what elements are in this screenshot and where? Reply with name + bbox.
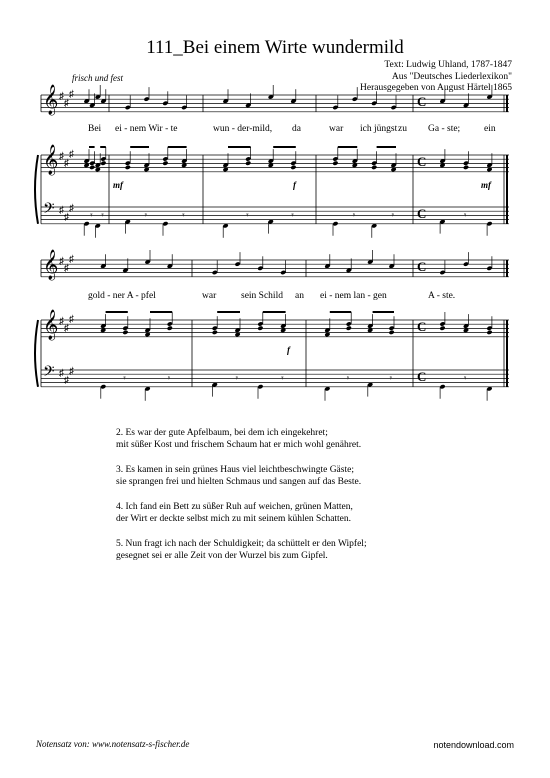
stanza-5 bbox=[116, 539, 496, 562]
bass-clef: 𝄢 bbox=[43, 200, 55, 221]
lyric-syllable: gold - ner A - pfel bbox=[88, 291, 156, 301]
eighth-rest: 𝄾 bbox=[90, 210, 93, 220]
sharp-sign: ♯ bbox=[64, 375, 69, 386]
eighth-rest: 𝄾 bbox=[144, 210, 148, 220]
sharp-sign: ♯ bbox=[69, 89, 74, 100]
sharp-sign: ♯ bbox=[59, 151, 64, 162]
sharp-sign: ♯ bbox=[64, 158, 69, 169]
stanza-line: 2. Es war der gute Apfelbaum, bei dem ich eingekehret; bbox=[116, 428, 328, 438]
eighth-rest: 𝄾 bbox=[281, 373, 284, 383]
eighth-rest: 𝄾 bbox=[389, 373, 393, 383]
sharp-sign: ♯ bbox=[64, 98, 69, 109]
stanza-line: 3. Es kamen in sein grünes Haus viel leichtbeschwingte Gäste; bbox=[116, 465, 354, 475]
stanza-line: sie sprangen frei und hielten Schmaus und sangen auf das Beste. bbox=[116, 476, 362, 487]
dynamic-marking: mf bbox=[481, 180, 491, 190]
sharp-sign: ♯ bbox=[64, 212, 69, 223]
time-signature-c: C bbox=[417, 94, 427, 109]
eighth-rest: 𝄾 bbox=[167, 373, 171, 383]
lyric-syllable: ein bbox=[484, 124, 496, 134]
piano-note bbox=[162, 161, 168, 166]
lyric-syllable: A - ste. bbox=[428, 291, 456, 301]
eighth-rest: 𝄾 bbox=[391, 210, 395, 220]
text-author: Text: Ludwig Uhland, 1787-1847 bbox=[384, 60, 512, 70]
piano-brace bbox=[35, 320, 38, 387]
eighth-rest: 𝄾 bbox=[101, 210, 104, 220]
time-signature-c: C bbox=[417, 259, 427, 274]
piano-note bbox=[212, 330, 218, 335]
stanza-3 bbox=[116, 465, 496, 488]
piano-note bbox=[89, 165, 95, 170]
piano-brace bbox=[35, 155, 38, 224]
sharp-sign: ♯ bbox=[64, 323, 69, 334]
lyric-syllable: da bbox=[292, 124, 301, 134]
eighth-rest: 𝄾 bbox=[123, 373, 126, 383]
treble-clef: 𝄞 bbox=[43, 310, 59, 340]
stanza-line: 5. Nun fragt ich nach der Schuldigkeit; da schüttelt er den Wipfel; bbox=[116, 539, 367, 549]
stanza-2 bbox=[116, 428, 496, 451]
piano-note bbox=[122, 330, 128, 335]
editor-line: Herausgegeben von August Härtel 1865 bbox=[360, 83, 512, 93]
piano-note bbox=[100, 161, 106, 166]
lyric-syllable: sein Schild bbox=[241, 291, 283, 301]
sharp-sign: ♯ bbox=[59, 368, 64, 379]
lyric-syllable: wun - der-mild, bbox=[213, 124, 273, 134]
eighth-rest: 𝄾 bbox=[346, 373, 350, 383]
dynamic-marking: mf bbox=[113, 180, 123, 190]
sharp-sign: ♯ bbox=[59, 91, 64, 102]
treble-clef: 𝄞 bbox=[43, 250, 59, 280]
time-signature-c: C bbox=[417, 319, 427, 334]
song-title: 111_Bei einem Wirte wundermild bbox=[146, 37, 404, 58]
eighth-rest: 𝄾 bbox=[246, 210, 249, 220]
lyric-syllable: ich jüngst bbox=[360, 124, 398, 134]
sharp-sign: ♯ bbox=[59, 256, 64, 267]
piano-note bbox=[389, 330, 395, 335]
bass-clef: 𝄢 bbox=[43, 363, 55, 384]
sharp-sign: ♯ bbox=[69, 149, 74, 160]
stanza-line: der Wirt er deckte selbst mich zu mit seinem kühlen Schatten. bbox=[116, 513, 352, 524]
footer-engraver: Notensatz von: www.notensatz-s-fischer.de bbox=[36, 739, 190, 749]
lyric-syllable: ei - nem lan - gen bbox=[320, 291, 387, 301]
lyric-syllable: an bbox=[295, 291, 304, 301]
time-signature-c: C bbox=[417, 369, 427, 384]
stanza-line: gesegnet sei er alle Zeit von der Wurzel bis zum Gipfel. bbox=[116, 550, 328, 561]
piano-note bbox=[245, 161, 251, 166]
piano-note bbox=[486, 330, 492, 335]
dynamic-marking: f bbox=[293, 180, 296, 190]
time-signature-c: C bbox=[417, 154, 427, 169]
piano-note bbox=[463, 165, 469, 170]
lyric-syllable: Ga - ste; bbox=[428, 124, 461, 134]
eighth-rest: 𝄾 bbox=[235, 373, 239, 383]
lyric-syllable: zu bbox=[398, 124, 407, 134]
piano-note bbox=[125, 165, 131, 170]
lyric-syllable: war bbox=[329, 124, 344, 134]
sharp-sign: ♯ bbox=[69, 203, 74, 214]
stanza-line: mit süßer Kost und frischem Schaum hat er mich wohl genähret. bbox=[116, 439, 362, 450]
treble-clef: 𝄞 bbox=[43, 85, 59, 115]
lyric-syllable: ei - nem Wir - te bbox=[115, 124, 178, 134]
eighth-rest: 𝄾 bbox=[464, 373, 467, 383]
treble-clef: 𝄞 bbox=[43, 145, 59, 175]
piano-note bbox=[257, 326, 263, 331]
piano-note bbox=[332, 161, 338, 166]
eighth-rest: 𝄾 bbox=[352, 210, 356, 220]
sharp-sign: ♯ bbox=[69, 254, 74, 265]
piano-note bbox=[439, 326, 445, 331]
stanzas bbox=[116, 428, 496, 576]
piano-note bbox=[167, 326, 173, 331]
eighth-rest: 𝄾 bbox=[291, 210, 294, 220]
stanza-4 bbox=[116, 502, 496, 525]
source-line: Aus "Deutsches Liederlexikon" bbox=[391, 71, 512, 82]
sharp-sign: ♯ bbox=[69, 314, 74, 325]
sharp-sign: ♯ bbox=[69, 366, 74, 377]
stanza-line: 4. Ich fand ein Bett zu süßer Ruh auf weichen, grünen Matten, bbox=[116, 502, 353, 512]
piano-note bbox=[290, 165, 296, 170]
footer-site[interactable]: notendownload.com bbox=[433, 740, 514, 750]
dynamic-marking: f bbox=[287, 345, 290, 355]
lyric-syllable: war bbox=[202, 291, 217, 301]
piano-note bbox=[371, 165, 377, 170]
piano-note bbox=[346, 326, 352, 331]
lyric-syllable: Bei bbox=[88, 124, 102, 134]
tempo-marking: frisch und fest bbox=[72, 73, 123, 83]
eighth-rest: 𝄾 bbox=[182, 210, 185, 220]
eighth-rest: 𝄾 bbox=[464, 210, 467, 220]
time-signature-c: C bbox=[417, 206, 427, 221]
staves bbox=[41, 95, 509, 387]
sharp-sign: ♯ bbox=[59, 205, 64, 216]
sharp-sign: ♯ bbox=[64, 263, 69, 274]
sharp-sign: ♯ bbox=[59, 316, 64, 327]
